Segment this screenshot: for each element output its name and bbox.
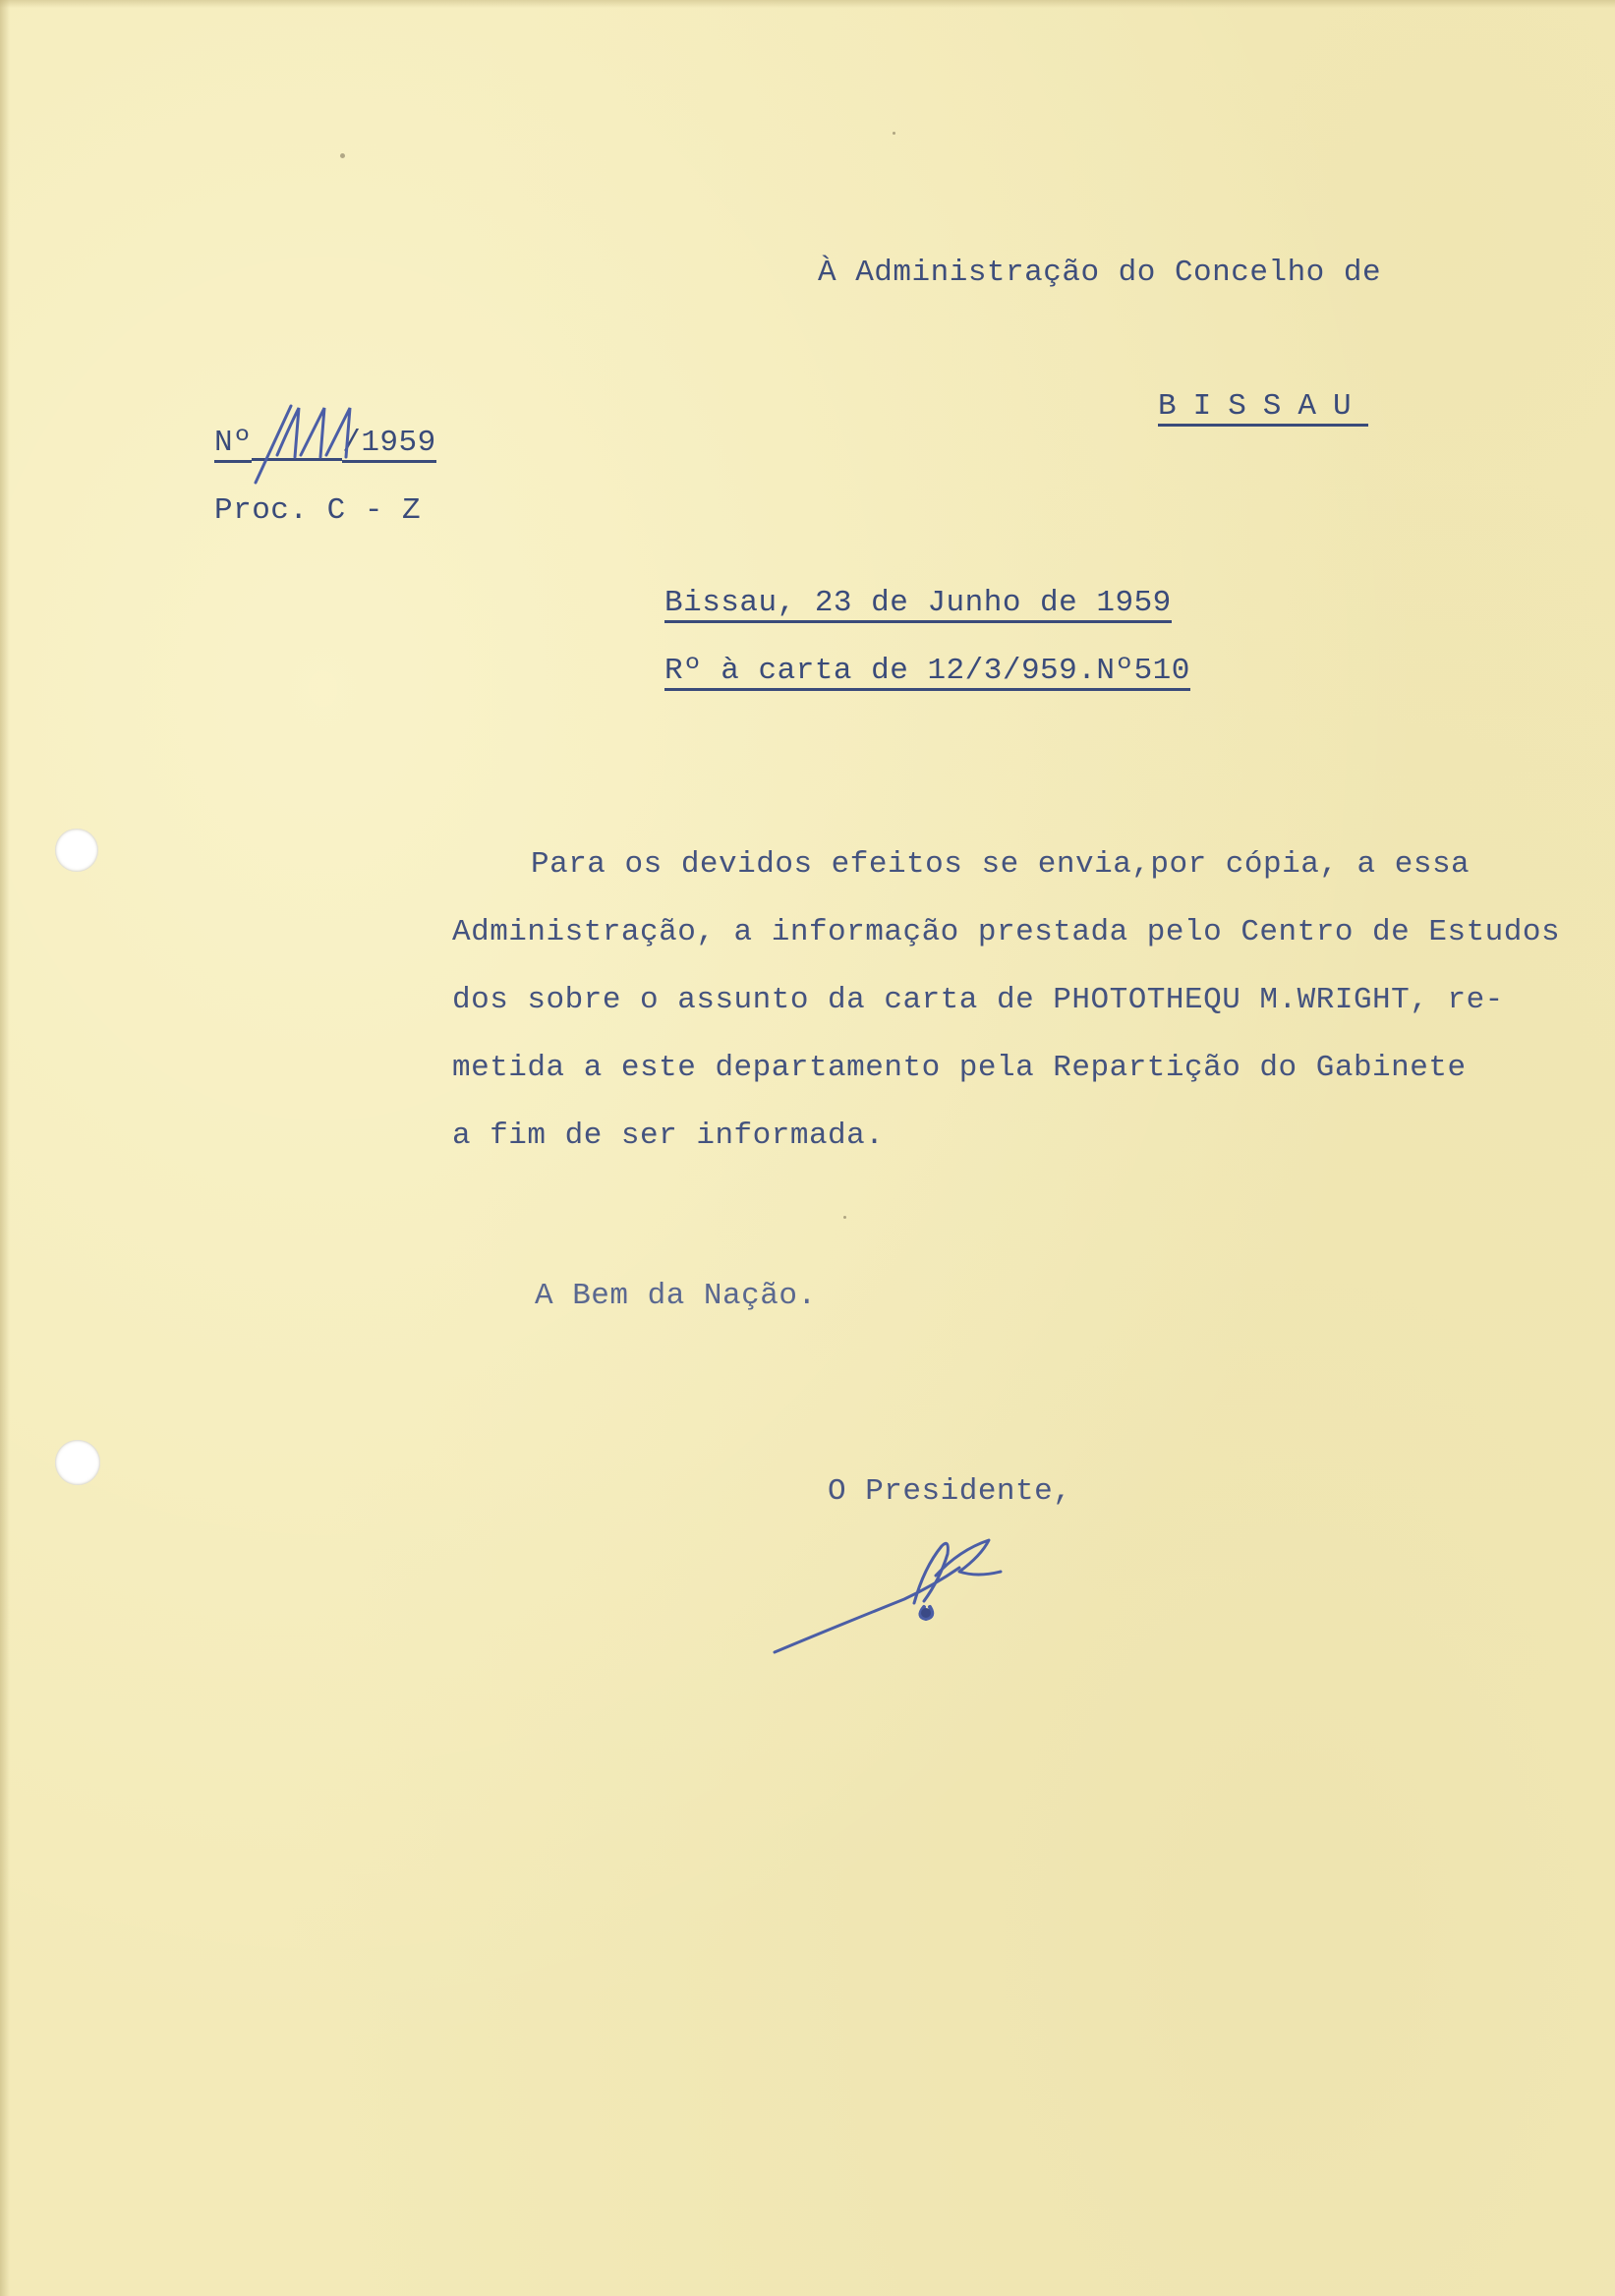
punch-hole xyxy=(55,829,98,872)
reference-number-year: /1959 xyxy=(342,426,436,463)
body-line: metida a este departamento pela Repartição do Gabinete xyxy=(452,1051,1467,1085)
body-line: dos sobre o assunto da carta de PHOTOTHEQU M.WRIGHT, re- xyxy=(452,983,1504,1017)
body-line: Administração, a informação prestada pelo Centro de Estudos xyxy=(452,915,1561,949)
paper-speck xyxy=(843,1216,846,1219)
handwritten-number xyxy=(250,398,377,487)
city-heading: BISSAU xyxy=(1158,391,1368,427)
paper-speck xyxy=(893,132,895,135)
body-line: Para os devidos efeitos se envia,por cópia, a essa xyxy=(531,847,1471,882)
body-line: a fim de ser informada. xyxy=(452,1119,885,1153)
date-line: Bissau, 23 de Junho de 1959 xyxy=(664,588,1172,623)
paper-edge-shadow xyxy=(0,0,10,2296)
process-code: Proc. C - Z xyxy=(214,493,422,528)
paper-speck xyxy=(340,153,345,158)
reference-number-prefix: Nº xyxy=(214,426,252,463)
handwritten-signature xyxy=(767,1528,1042,1666)
handwritten-number-text: 111 xyxy=(250,398,252,399)
addressee-line: À Administração do Concelho de xyxy=(818,256,1382,290)
closing-salutation: A Bem da Nação. xyxy=(535,1279,817,1313)
signatory-title: O Presidente, xyxy=(828,1474,1072,1509)
punch-hole xyxy=(55,1440,100,1485)
reference-letter-line: Rº à carta de 12/3/959.Nº510 xyxy=(664,656,1190,691)
paper-edge-shadow-top xyxy=(0,0,1615,8)
